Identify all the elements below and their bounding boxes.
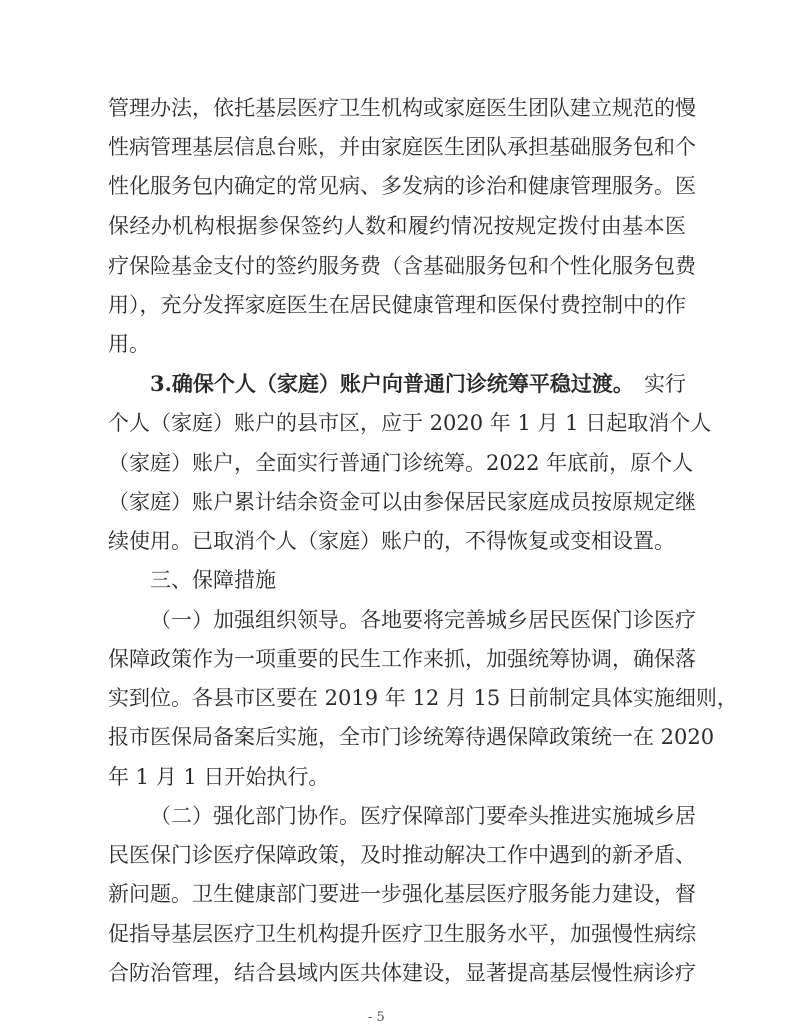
paragraph-1-line-7: 用。 xyxy=(108,332,150,356)
paragraph-1-line-2: 性病管理基层信息台账，并由家庭医生团队承担基础服务包和个 xyxy=(108,135,696,159)
item-3-heading: 3.确保个人（家庭）账户向普通门诊统筹平稳过渡。 xyxy=(150,371,634,396)
measure-1-line-4: 报市医保局备案后实施，全市门诊统筹待遇保障政策统一在 2020 xyxy=(108,725,715,749)
measure-2-line-3: 新问题。卫生健康部门要进一步强化基层医疗服务能力建设，督 xyxy=(108,882,696,906)
measure-1-line-5: 年 1 月 1 日开始执行。 xyxy=(108,765,330,789)
section-3-heading: 三、保障措施 xyxy=(150,568,276,592)
item-3-line-4: （家庭）账户累计结余资金可以由参保居民家庭成员按原规定继 xyxy=(108,490,696,514)
measure-1-line-1: （一）加强组织领导。各地要将完善城乡居民医保门诊医疗 xyxy=(150,608,696,632)
item-3-line-5: 续使用。已取消个人（家庭）账户的，不得恢复或变相设置。 xyxy=(108,529,675,553)
item-3-line-1: 实行 xyxy=(644,372,686,396)
paragraph-1-line-6: 用），充分发挥家庭医生在居民健康管理和医保付费控制中的作 xyxy=(108,293,686,317)
paragraph-1-line-5: 疗保险基金支付的签约服务费（含基础服务包和个性化服务包费 xyxy=(108,254,696,278)
measure-2-line-5: 合防治管理，结合县域内医共体建设，显著提高基层慢性病诊疗 xyxy=(108,961,696,985)
measure-1-line-3: 实到位。各县市区要在 2019 年 12 月 15 日前制定具体实施细则， xyxy=(108,686,738,710)
measure-2-line-2: 民医保门诊医疗保障政策，及时推动解决工作中遇到的新矛盾、 xyxy=(108,843,696,867)
measure-2-line-4: 促指导基层医疗卫生机构提升医疗卫生服务水平，加强慢性病综 xyxy=(108,922,696,946)
measure-1-line-2: 保障政策作为一项重要的民生工作来抓，加强统筹协调，确保落 xyxy=(108,647,696,671)
paragraph-1-line-1: 管理办法，依托基层医疗卫生机构或家庭医生团队建立规范的慢 xyxy=(108,96,696,120)
paragraph-1-line-4: 保经办机构根据参保签约人数和履约情况按规定拨付由基本医 xyxy=(108,214,686,238)
item-3-line-2: 个人（家庭）账户的县市区，应于 2020 年 1 月 1 日起取消个人 xyxy=(108,411,712,435)
item-3-first-line xyxy=(150,371,686,397)
measure-2-line-1: （二）强化部门协作。医疗保障部门要牵头推进实施城乡居 xyxy=(150,804,696,828)
item-3-line-3: （家庭）账户，全面实行普通门诊统筹。2022 年底前，原个人 xyxy=(108,451,694,475)
page-number: - 5 xyxy=(368,1010,385,1025)
paragraph-1-line-3: 性化服务包内确定的常见病、多发病的诊治和健康管理服务。医 xyxy=(108,174,696,198)
